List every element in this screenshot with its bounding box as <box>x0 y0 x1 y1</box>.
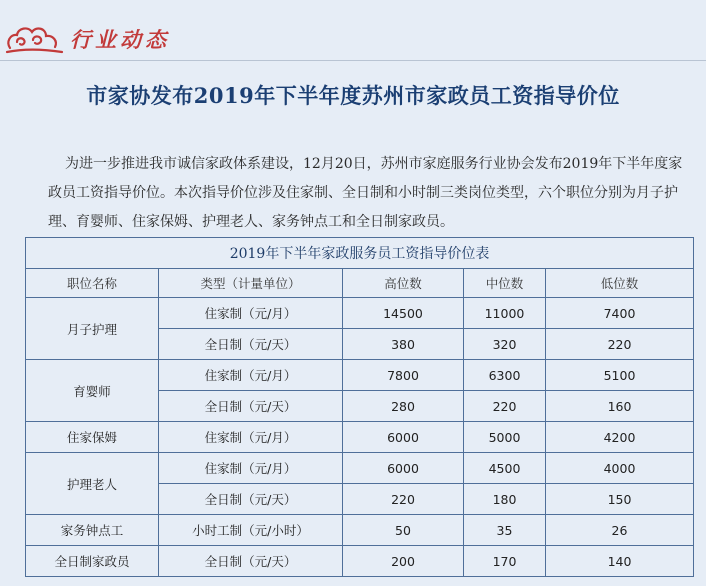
article-title: 市家协发布2019年下半年度苏州市家政员工资指导价位 <box>86 83 620 108</box>
mid-cell: 320 <box>464 329 546 360</box>
low-cell: 4000 <box>546 453 694 484</box>
type-cell: 全日制（元/天） <box>159 391 343 422</box>
table-row <box>26 298 694 329</box>
mid-cell: 170 <box>464 546 546 577</box>
high-cell: 50 <box>343 515 464 546</box>
position-cell: 月子护理 <box>26 298 159 360</box>
low-cell: 150 <box>546 484 694 515</box>
position-cell: 全日制家政员 <box>26 546 159 577</box>
high-cell: 200 <box>343 546 464 577</box>
high-cell: 6000 <box>343 453 464 484</box>
type-cell: 住家制（元/月） <box>159 360 343 391</box>
high-cell: 6000 <box>343 422 464 453</box>
column-header-position: 职位名称 <box>26 269 159 298</box>
low-cell: 4200 <box>546 422 694 453</box>
mid-cell: 180 <box>464 484 546 515</box>
mid-cell: 5000 <box>464 422 546 453</box>
low-cell: 140 <box>546 546 694 577</box>
type-cell: 住家制（元/月） <box>159 298 343 329</box>
type-cell: 住家制（元/月） <box>159 453 343 484</box>
high-cell: 14500 <box>343 298 464 329</box>
mid-cell: 4500 <box>464 453 546 484</box>
wage-guidance-table <box>25 237 694 577</box>
column-header-mid: 中位数 <box>464 269 546 298</box>
mid-cell: 6300 <box>464 360 546 391</box>
table-caption-row <box>26 238 694 269</box>
position-cell: 育婴师 <box>26 360 159 422</box>
low-cell: 5100 <box>546 360 694 391</box>
high-cell: 220 <box>343 484 464 515</box>
table-row <box>26 453 694 484</box>
section-title: 行业动态 <box>70 27 170 52</box>
cloud-swirl-icon <box>4 18 64 58</box>
type-cell: 全日制（元/天） <box>159 484 343 515</box>
low-cell: 7400 <box>546 298 694 329</box>
low-cell: 26 <box>546 515 694 546</box>
column-header-high: 高位数 <box>343 269 464 298</box>
position-cell: 家务钟点工 <box>26 515 159 546</box>
type-cell: 住家制（元/月） <box>159 422 343 453</box>
low-cell: 220 <box>546 329 694 360</box>
high-cell: 7800 <box>343 360 464 391</box>
table-caption: 2019年下半年家政服务员工资指导价位表 <box>26 238 694 269</box>
mid-cell: 220 <box>464 391 546 422</box>
column-header-low: 低位数 <box>546 269 694 298</box>
position-cell: 护理老人 <box>26 453 159 515</box>
table-row <box>26 546 694 577</box>
table-row <box>26 360 694 391</box>
high-cell: 380 <box>343 329 464 360</box>
article-paragraph: 为进一步推进我市诚信家政体系建设，12月20日，苏州市家庭服务行业协会发布2019年下半年度家政员工资指导价位。本次指导价位涉及住家制、全日制和小时制三类岗位类型，六个职位分别为月子护理、育婴师、住家保姆、护理老人、家务钟点工和全日制家政员。 <box>48 156 683 230</box>
column-header-type: 类型（计量单位） <box>159 269 343 298</box>
high-cell: 280 <box>343 391 464 422</box>
header-divider <box>0 60 706 61</box>
position-cell: 住家保姆 <box>26 422 159 453</box>
type-cell: 全日制（元/天） <box>159 546 343 577</box>
low-cell: 160 <box>546 391 694 422</box>
table-row <box>26 515 694 546</box>
mid-cell: 35 <box>464 515 546 546</box>
mid-cell: 11000 <box>464 298 546 329</box>
type-cell: 全日制（元/天） <box>159 329 343 360</box>
table-header-row <box>26 269 694 298</box>
table-row <box>26 422 694 453</box>
type-cell: 小时工制（元/小时） <box>159 515 343 546</box>
